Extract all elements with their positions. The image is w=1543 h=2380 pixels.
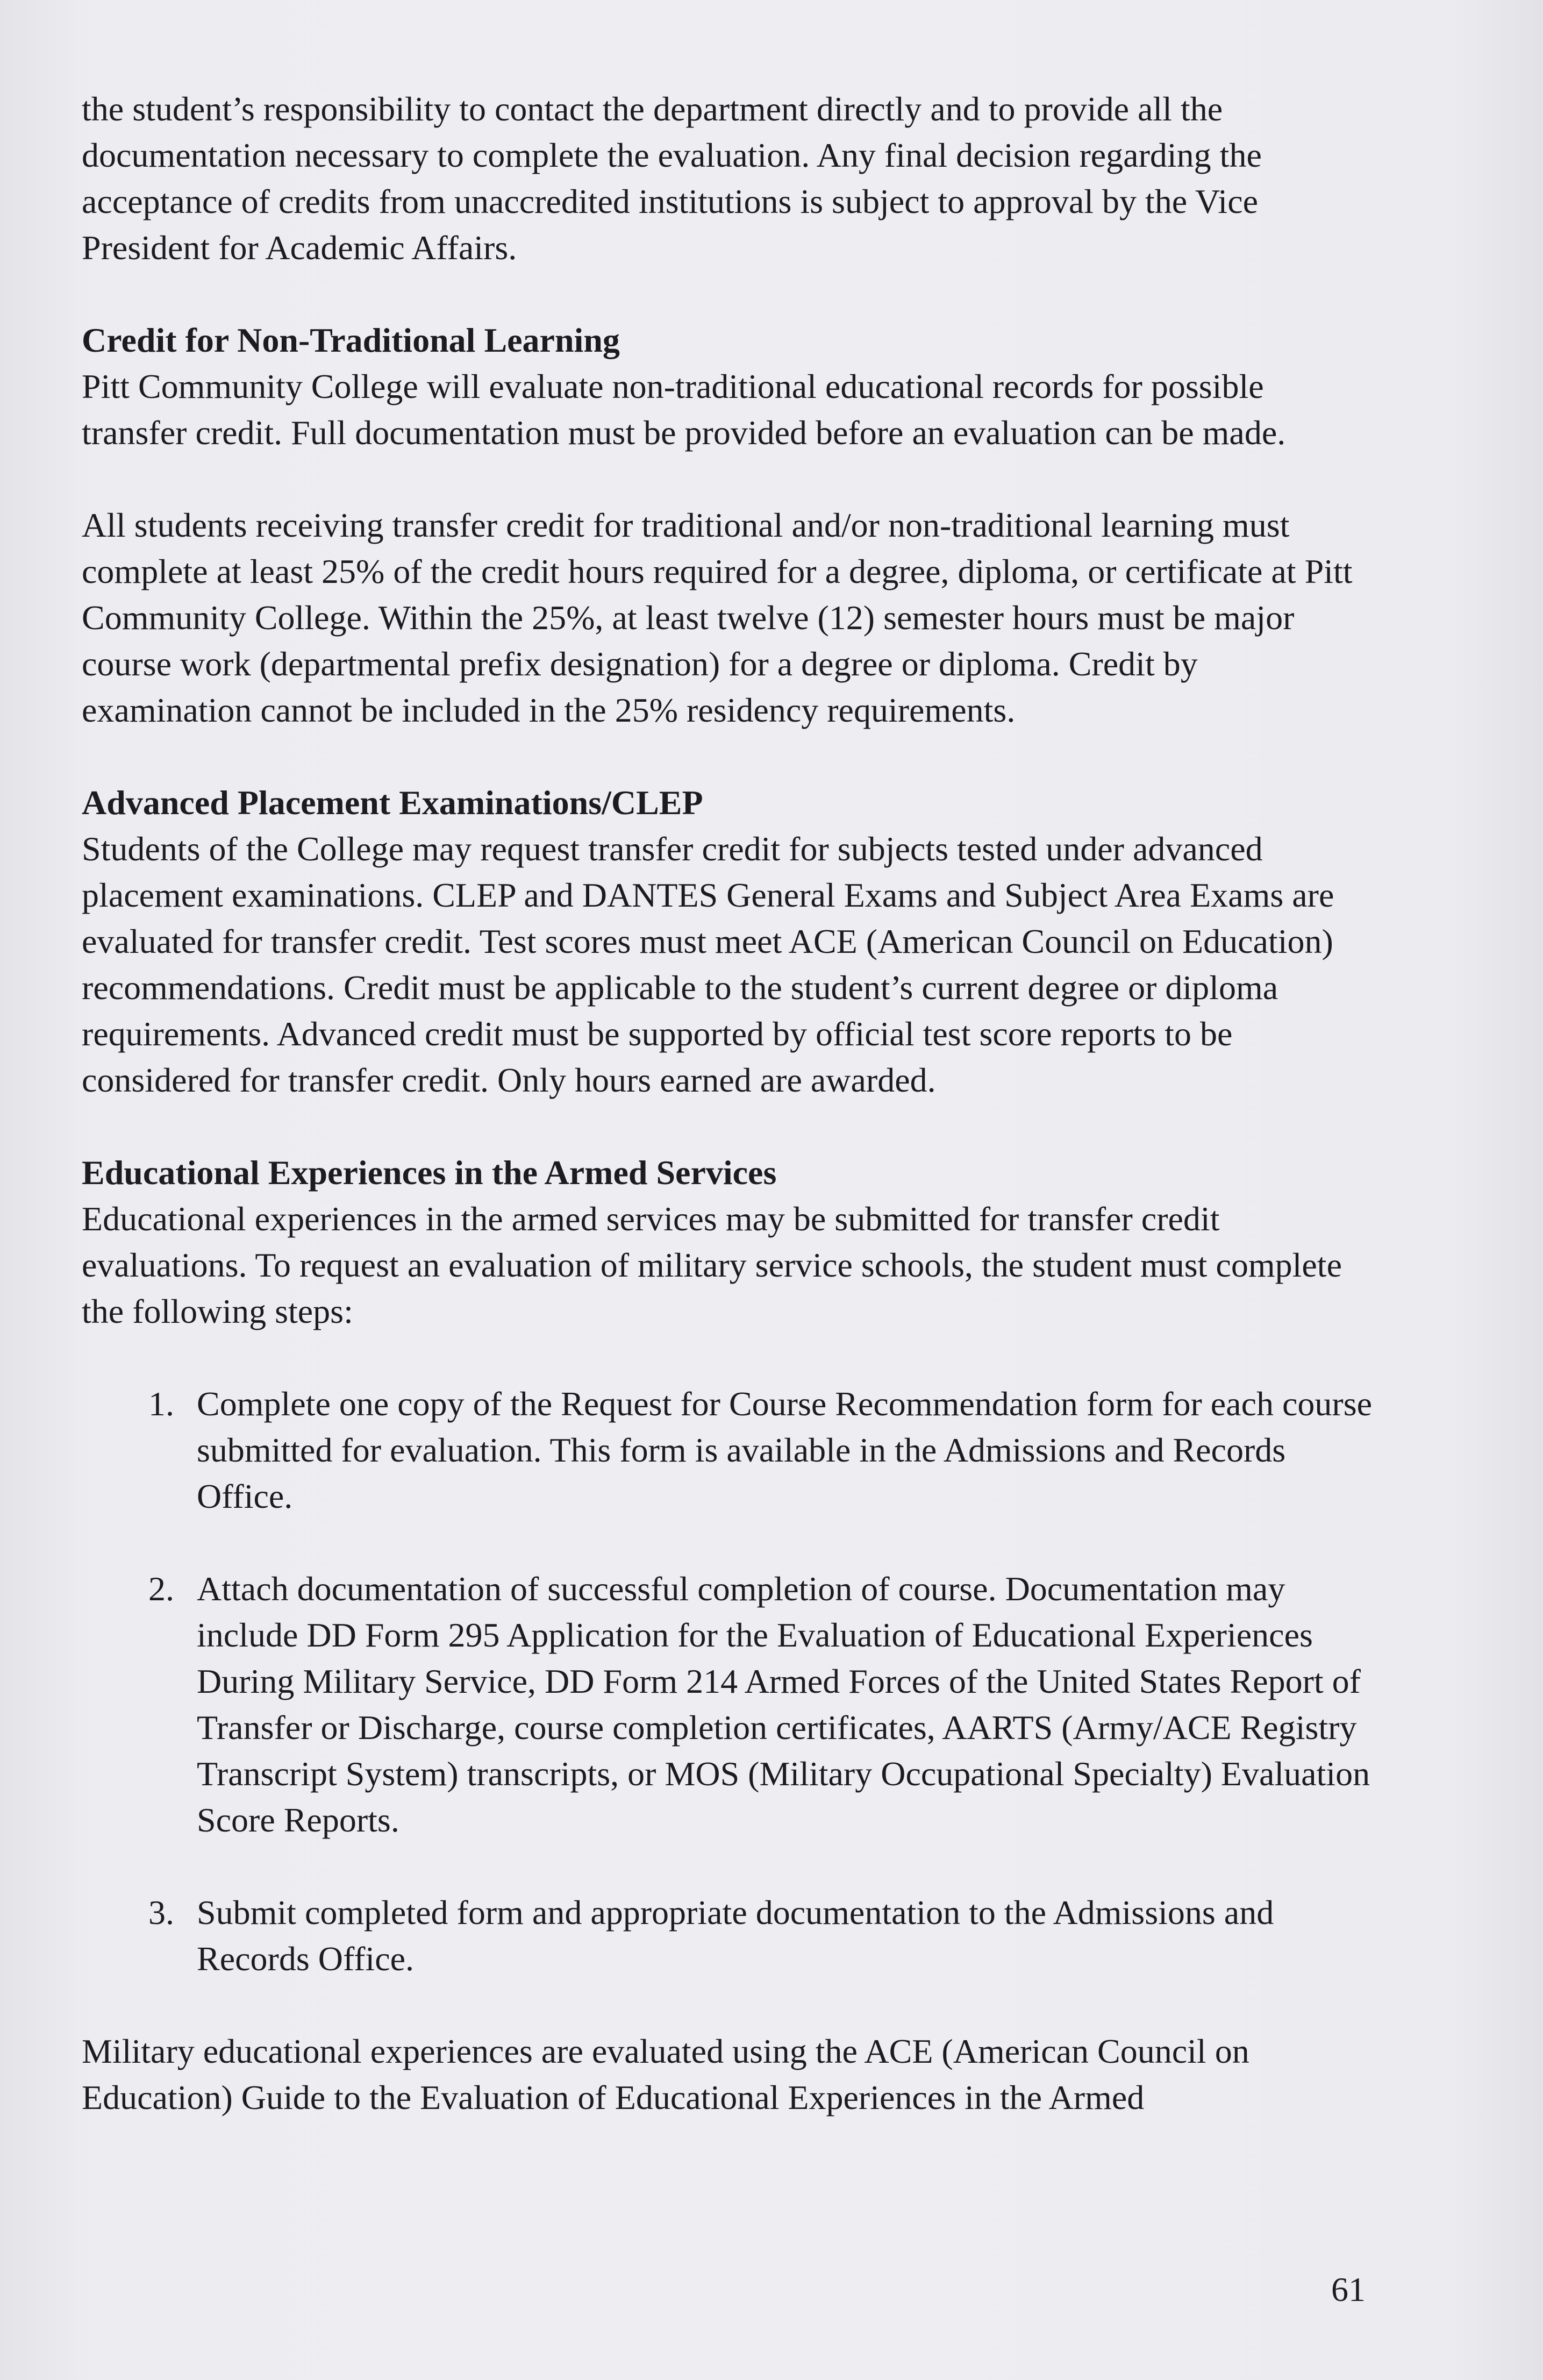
list-item [82,1890,1372,1982]
list-item [82,1566,1372,1843]
page-number: 61 [1331,2270,1366,2308]
armed-services-paragraph: Educational experiences in the armed services may be submitted for transfer credit evaluations. To request an evaluation of military service schools, the student must complete the following steps: [82,1200,1342,1330]
non-traditional-paragraph-1: Pitt Community College will evaluate non-traditional educational records for possible transfer credit. Full documentation must be provided before an evaluation can be made. [82,367,1286,452]
non-traditional-heading: Credit for Non-Traditional Learning [82,321,620,359]
step-number: 2. [148,1570,174,1608]
advanced-placement-heading: Advanced Placement Examinations/CLEP [82,783,703,822]
page-content [82,86,1372,2121]
advanced-placement-paragraph: Students of the College may request transfer credit for subjects tested under advanced placement examinations. CLEP and DANTES General Exams and Subject Area Exams are evaluated for transfer credit. Test scores must meet ACE (American Council on Education) recommendations. Credit must be applicable to the student’s current degree or diploma requirements. Advanced credit must be supported by official test score reports to be considered for transfer credit. Only hours earned are awarded. [82,830,1334,1099]
step-text: Complete one copy of the Request for Course Recommendation form for each course submitted for evaluation. This form is available in the Admissions and Records Office. [197,1385,1372,1515]
list-item [82,1381,1372,1520]
armed-services-closing-paragraph: Military educational experiences are evaluated using the ACE (American Council on Education) Guide to the Evaluation of Educational Experiences in the Armed [82,2032,1249,2117]
intro-paragraph: the student’s responsibility to contact the department directly and to provide all the documentation necessary to complete the evaluation. Any final decision regarding the acceptance of credits from unaccredited institutions is subject to approval by the Vice President for Academic Affairs. [82,90,1262,267]
step-number: 1. [148,1385,174,1423]
step-number: 3. [148,1893,174,1932]
armed-services-heading: Educational Experiences in the Armed Services [82,1153,777,1192]
step-text: Submit completed form and appropriate documentation to the Admissions and Records Office. [197,1893,1274,1978]
non-traditional-paragraph-2: All students receiving transfer credit for traditional and/or non-traditional learning must complete at least 25% of the credit hours required for a degree, diploma, or certificate at Pitt Community College. Within the 25%, at least twelve (12) semester hours must be major course work (departmental prefix designation) for a degree or diploma. Credit by examination cannot be included in the 25% residency requirements. [82,506,1353,729]
step-text: Attach documentation of successful completion of course. Documentation may include DD Form 295 Application for the Evaluation of Educational Experiences During Military Service, DD Form 214 Armed Forces of the United States Report of Transfer or Discharge, course completion certificates, AARTS (Army/ACE Registry Transcript System) transcripts, or MOS (Military Occupational Specialty) Evaluation Score Reports. [197,1570,1370,1839]
armed-services-steps-list [82,1381,1372,1982]
